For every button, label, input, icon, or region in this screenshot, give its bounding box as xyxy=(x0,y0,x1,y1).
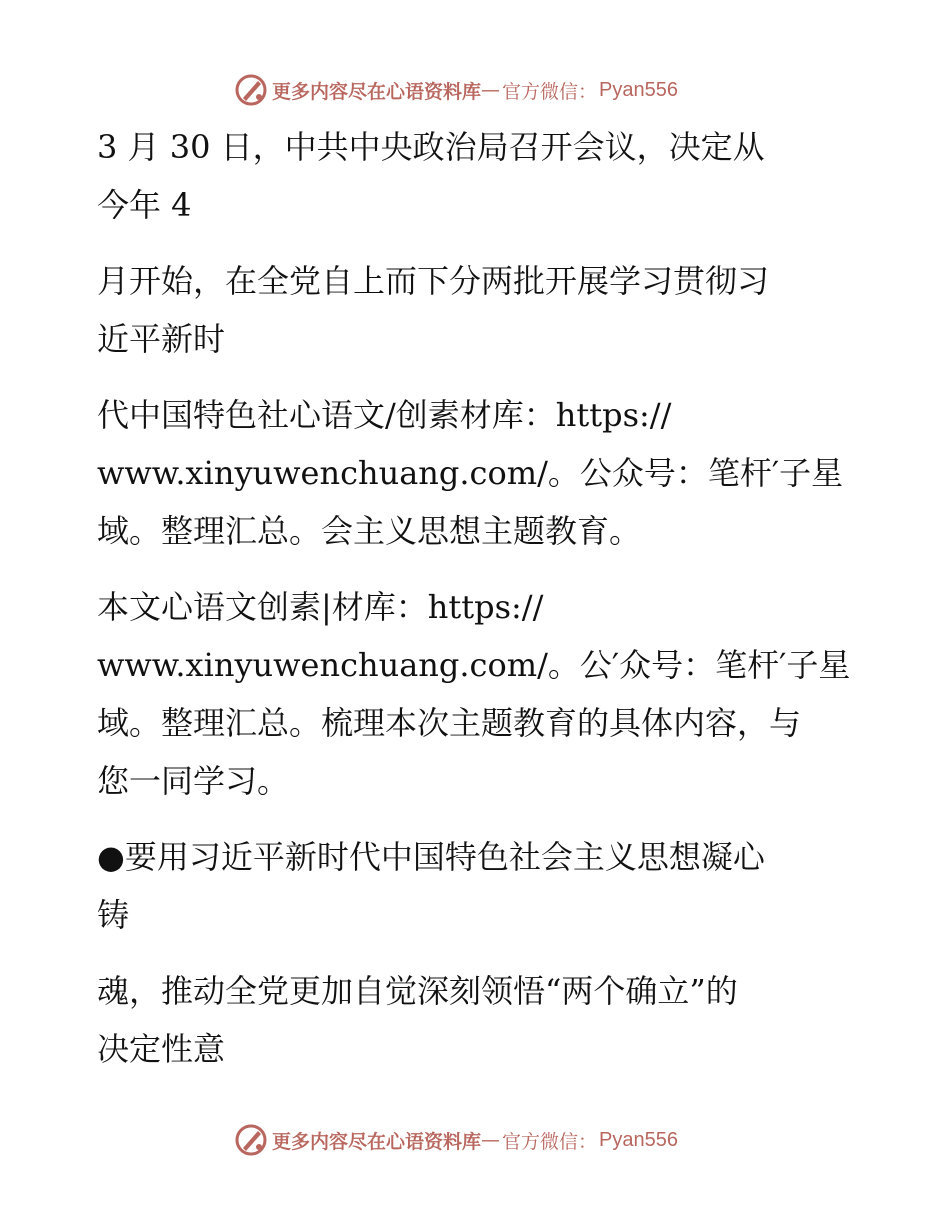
banner-text: 更多内容尽在心语资料库 xyxy=(272,80,482,103)
pen-logo-icon xyxy=(234,73,268,107)
banner-separator: — xyxy=(481,79,501,101)
text-line: 域。整理汇总。梳理本次主题教育的具体内容，与 xyxy=(97,704,802,742)
paragraph xyxy=(97,252,877,368)
header-banner xyxy=(234,72,678,108)
footer-banner xyxy=(234,1122,678,1158)
paragraph xyxy=(97,962,877,1078)
text-line: 月开始，在全党自上而下分两批开展学习贯彻习 xyxy=(97,262,770,300)
banner-wechat-label: 官方微信： xyxy=(502,80,598,103)
banner-separator: — xyxy=(481,1129,501,1151)
text-line: 今年 4 xyxy=(97,186,192,224)
text-line: 决定性意 xyxy=(97,1030,226,1068)
text-line: 3 月 30 日，中共中央政治局召开会议，决定从 xyxy=(97,128,765,166)
text-line: www.xinyuwenchuang.com/。公众号：笔杆′子星 xyxy=(97,454,844,492)
text-line: 本文心语文创素|材库：https:// xyxy=(97,588,544,626)
banner-wechat-id: Pyan556 xyxy=(599,78,678,101)
text-line: 近平新时 xyxy=(97,320,226,358)
banner-wechat-label: 官方微信： xyxy=(502,1130,598,1153)
paragraph xyxy=(97,578,877,810)
text-line: 代中国特色社心语文/创素材库：https:// xyxy=(97,396,672,434)
text-line: www.xinyuwenchuang.com/。公′众号：笔杆′子星 xyxy=(97,646,851,684)
paragraph xyxy=(97,386,877,560)
text-line: ●要用习近平新时代中国特色社会主义思想凝心 xyxy=(97,838,765,876)
banner-text: 更多内容尽在心语资料库 xyxy=(272,1130,482,1153)
text-line: 您一同学习。 xyxy=(97,762,290,800)
banner-wechat-id: Pyan556 xyxy=(599,1128,678,1151)
text-line: 魂，推动全党更加自觉深刻领悟“两个确立”的 xyxy=(97,972,738,1010)
text-line: 铸 xyxy=(97,896,130,934)
paragraph xyxy=(97,118,877,234)
document-body xyxy=(97,118,877,1096)
text-line: 域。整理汇总。会主义思想主题教育。 xyxy=(97,512,642,550)
pen-logo-icon xyxy=(234,1123,268,1157)
paragraph xyxy=(97,828,877,944)
